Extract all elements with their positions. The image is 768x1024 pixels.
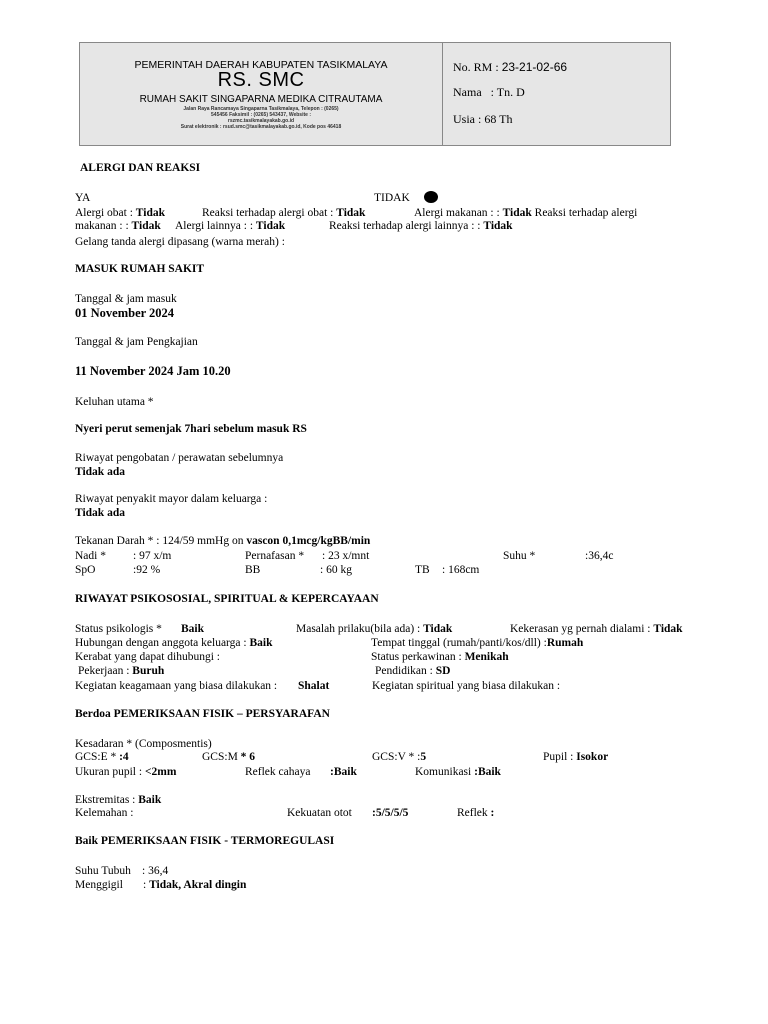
keagamaan-label: Kegiatan keagamaan yang biasa dilakukan : <box>75 680 278 692</box>
reflek-label: Reflek <box>457 807 488 819</box>
alergi-makanan-value: Tidak <box>502 207 532 219</box>
keagamaan-value: Shalat <box>298 680 330 692</box>
tb-value: : 168cm <box>442 564 480 576</box>
gcsv-value: 5 <box>420 751 427 763</box>
gcse-value: :4 <box>119 751 129 763</box>
alergi-heading: ALERGI DAN REAKSI <box>80 162 201 174</box>
kelemahan-label: Kelemahan : <box>75 807 134 819</box>
alergi-lainnya-label: Alergi lainnya : : <box>175 220 254 232</box>
status-psiko-value: Baik <box>181 623 205 635</box>
pendidikan-value: SD <box>435 665 451 677</box>
kesadaran-label: Kesadaran * (Composmentis) <box>75 738 212 750</box>
menggigil-value: Tidak, Akral dingin <box>149 879 247 891</box>
rm-row <box>453 60 567 75</box>
tidak-label: TIDAK <box>374 192 410 204</box>
gcse-label: GCS:E * <box>75 751 117 763</box>
reaksi-lainnya-label: Reaksi terhadap alergi lainnya : : <box>329 220 481 232</box>
reaksi-makanan-value: Tidak <box>131 220 161 232</box>
tanggal-masuk-label: Tanggal & jam masuk <box>75 293 177 305</box>
kekerasan-value: Tidak <box>653 623 683 635</box>
perkawinan-value: Menikah <box>464 651 509 663</box>
reaksi-obat-value: Tidak <box>336 207 366 219</box>
suhu-tubuh-value: : 36,4 <box>142 865 169 877</box>
reflek-value: : <box>490 807 495 819</box>
usia-row <box>453 112 512 127</box>
komunikasi-label: Komunikasi <box>415 766 472 778</box>
reflek-cahaya-value: :Baik <box>330 766 357 778</box>
document-header <box>79 42 671 146</box>
ekstremitas-value: Baik <box>138 794 162 806</box>
reaksi-obat-label: Reaksi terhadap alergi obat : <box>202 207 334 219</box>
alergi-obat-label: Alergi obat : <box>75 207 133 219</box>
menggigil-label: Menggigil <box>75 879 123 891</box>
rm-label: No. RM : <box>453 60 499 74</box>
psiko-heading: RIWAYAT PSIKOSOSIAL, SPIRITUAL & KEPERCAYAAN <box>75 593 379 605</box>
komunikasi-value: :Baik <box>474 766 501 778</box>
alergi-obat-value: Tidak <box>135 207 165 219</box>
pekerjaan-value: Buruh <box>132 665 165 677</box>
tempat-label: Tempat tinggal (rumah/panti/kos/dll) : <box>371 637 547 649</box>
bb-label: BB <box>245 564 261 576</box>
perkawinan-label: Status perkawinan : <box>371 651 462 663</box>
reaksi-makanan-label: Reaksi terhadap alergi <box>534 207 638 219</box>
kerabat-label: Kerabat yang dapat dihubungi : <box>75 651 220 663</box>
td-label: Tekanan Darah * : 124/59 mmHg on <box>75 535 244 547</box>
address-line: Jalan Raya Rancamaya Singaparna Tasikmalaya, Telepon : (0265) <box>183 106 339 112</box>
hubungan-value: Baik <box>249 637 273 649</box>
masalah-label: Masalah prilaku(bila ada) : <box>296 623 421 635</box>
keluhan-label: Keluhan utama * <box>75 396 154 408</box>
status-psiko-label: Status psikologis * <box>75 623 162 635</box>
spiritual-label: Kegiatan spiritual yang biasa dilakukan : <box>372 680 561 692</box>
spo-label: SpO <box>75 564 96 576</box>
saraf-heading: Berdoa PEMERIKSAAN FISIK – PERSYARAFAN <box>75 708 330 720</box>
keluhan-value: Nyeri perut semenjak 7hari sebelum masuk RS <box>75 423 307 435</box>
reaksi-lainnya-value: Tidak <box>483 220 513 232</box>
hospital-full-name: RUMAH SAKIT SINGAPARNA MEDIKA CITRAUTAMA <box>139 94 383 105</box>
tidak-selected-dot <box>424 191 438 203</box>
usia-label: Usia <box>453 112 475 126</box>
gcsm-label: GCS:M <box>202 751 238 763</box>
tanggal-pengkajian-label: Tanggal & jam Pengkajian <box>75 336 198 348</box>
nama-row <box>453 85 525 100</box>
ekstremitas-label: Ekstremitas : <box>75 794 136 806</box>
gelang-label: Gelang tanda alergi dipasang (warna merah) : <box>75 236 285 248</box>
gcsm-value: * 6 <box>240 751 256 763</box>
suhu-label: Suhu * <box>503 550 536 562</box>
masuk-heading: MASUK RUMAH SAKIT <box>75 263 205 275</box>
kekerasan-label: Kekerasan yg pernah dialami : <box>510 623 651 635</box>
napas-label: Pernafasan * <box>245 550 305 562</box>
address-line: 545456 Faksimil : (0265) 543437, Website : <box>211 112 311 118</box>
hospital-short-name: RS. SMC <box>217 69 305 91</box>
napas-value: : 23 x/mnt <box>322 550 370 562</box>
riwayat-keluarga-label: Riwayat penyakit mayor dalam keluarga : <box>75 493 268 505</box>
riwayat-pengobatan-label: Riwayat pengobatan / perawatan sebelumnya <box>75 452 284 464</box>
ya-label: YA <box>75 192 91 204</box>
kekuatan-label: Kekuatan otot <box>287 807 352 819</box>
usia-value: : 68 Th <box>478 112 513 126</box>
alergi-makanan-label: Alergi makanan : : <box>414 207 500 219</box>
pupil-value: Isokor <box>576 751 609 763</box>
tanggal-masuk-value: 01 November 2024 <box>75 306 175 320</box>
bb-value: : 60 kg <box>320 564 352 576</box>
nadi-value: : 97 x/m <box>133 550 172 562</box>
masalah-value: Tidak <box>423 623 453 635</box>
riwayat-pengobatan-value: Tidak ada <box>75 466 125 478</box>
spo-value: :92 % <box>133 564 161 576</box>
td-value: vascon 0,1mcg/kgBB/min <box>246 535 371 547</box>
hospital-letterhead <box>80 43 443 145</box>
nama-label: Nama <box>453 85 482 99</box>
nama-value: : Tn. D <box>490 85 525 99</box>
kekuatan-value: :5/5/5/5 <box>372 807 409 819</box>
government-name: PEMERINTAH DAERAH KABUPATEN TASIKMALAYA <box>134 59 388 71</box>
address-line: rszmc.tasikmalayakab.go.id <box>227 118 295 124</box>
hospital-address <box>80 106 442 130</box>
menggigil-sep: : <box>143 879 147 891</box>
rm-value: 23-21-02-66 <box>501 60 568 74</box>
pendidikan-label: Pendidikan : <box>375 665 433 677</box>
address-line: Surat elektronik : rsud.smc@tasikmalayakab.go.id, Kode pos 46418 <box>180 124 342 130</box>
suhu-value: :36,4c <box>585 550 614 562</box>
gcsv-label: GCS:V * : <box>372 751 421 763</box>
ukuran-pupil-value: <2mm <box>144 766 177 778</box>
riwayat-keluarga-value: Tidak ada <box>75 507 125 519</box>
ukuran-pupil-label: Ukuran pupil : <box>75 766 143 778</box>
alergi-lainnya-value: Tidak <box>255 220 286 232</box>
tb-label: TB <box>415 564 430 576</box>
pupil-label: Pupil : <box>543 751 574 763</box>
tempat-value: Rumah <box>546 637 584 649</box>
termo-heading: Baik PEMERIKSAAN FISIK - TERMOREGULASI <box>75 835 335 847</box>
suhu-tubuh-label: Suhu Tubuh <box>75 865 131 877</box>
nadi-label: Nadi * <box>75 550 106 562</box>
tanggal-pengkajian-value: 11 November 2024 Jam 10.20 <box>75 364 231 378</box>
reflek-cahaya-label: Reflek cahaya <box>245 766 311 778</box>
reaksi-makanan-label-cont: makanan : : <box>75 220 129 232</box>
hubungan-label: Hubungan dengan anggota keluarga : <box>75 637 247 649</box>
pekerjaan-label: Pekerjaan : <box>78 665 130 677</box>
